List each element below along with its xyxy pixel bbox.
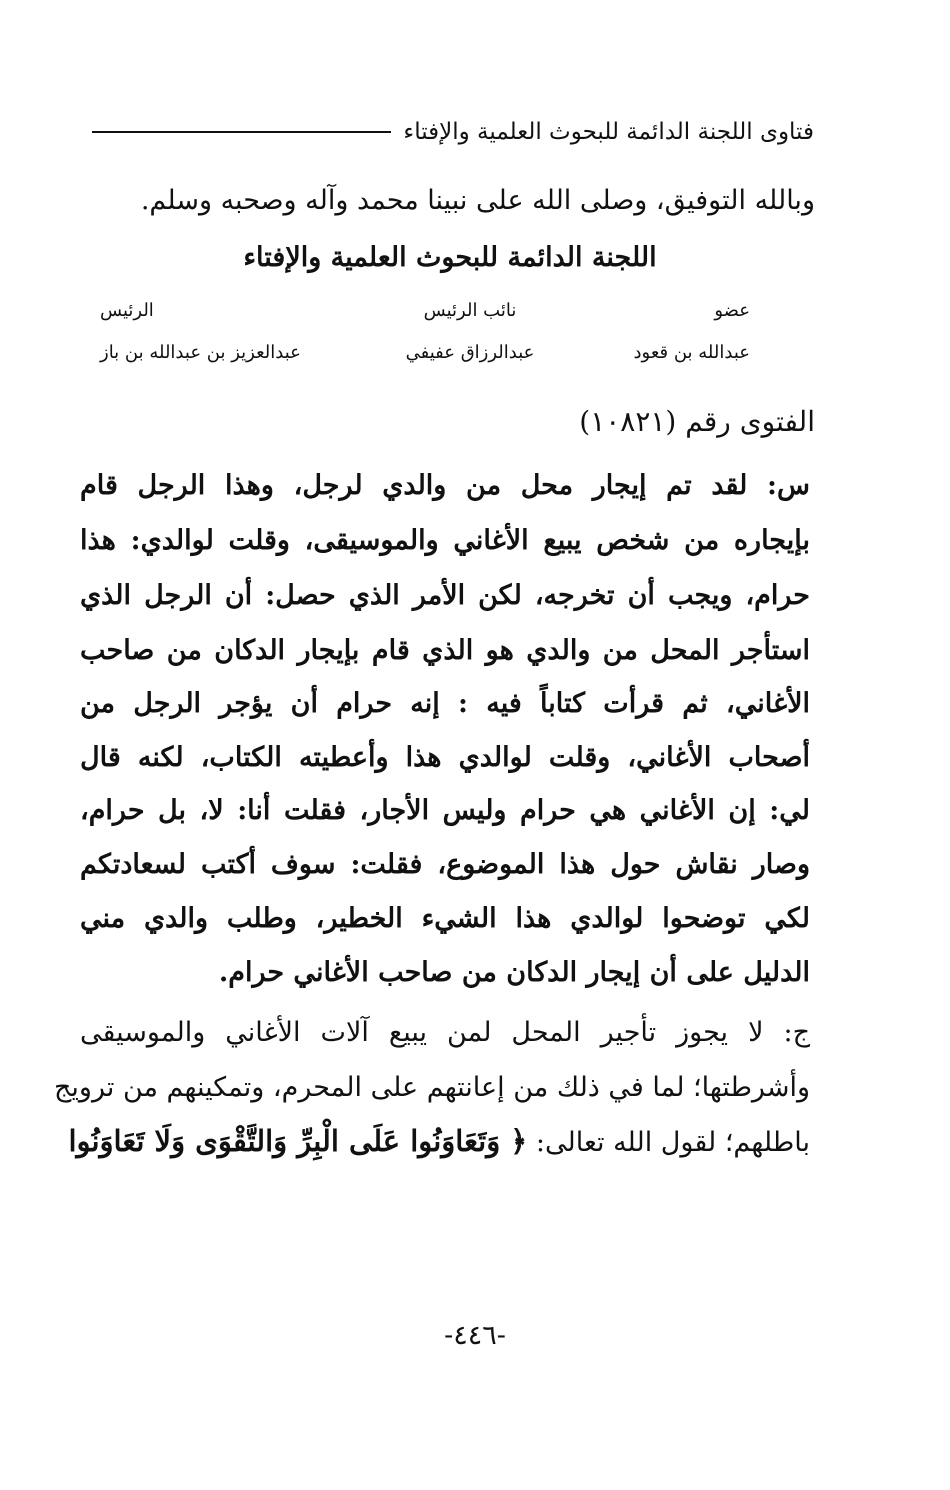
question-line: الأغاني، ثم قرأت كتاباً فيه : إنه حرام أن يؤجر الرجل من (80, 688, 810, 719)
page-number: -٤٤٦- (444, 1320, 506, 1351)
signatory-names (100, 342, 750, 363)
quran-verse: ﴿ وَتَعَاوَنُوا عَلَى الْبِرِّ وَالتَّقْوَى وَلَا تَعَاوَنُوا (68, 1124, 528, 1158)
question-line: وصار نقاش حول هذا الموضوع، فقلت: سوف أكتب لسعادتكم (80, 849, 810, 880)
signatory-name-chair: عبدالعزيز بن عبدالله بن باز (100, 342, 301, 363)
fatwa-number: الفتوى رقم (١٠٨٢١) (579, 405, 815, 438)
running-title: فتاوى اللجنة الدائمة للبحوث العلمية والإفتاء (403, 119, 814, 145)
question-line: استأجر المحل من والدي هو الذي قام بإيجار الدكان من صاحب (80, 635, 810, 666)
signatory-role-vice-chair: نائب الرئيس (423, 300, 517, 321)
question-line: الدليل على أن إيجار الدكان من صاحب الأغاني حرام. (218, 957, 810, 988)
answer-line: وأشرطتها؛ لما في ذلك من إعانتهم على المحرم، وتمكينهم من ترويج (53, 1072, 810, 1103)
signatory-role-member: عضو (714, 300, 750, 321)
header-rule (92, 131, 391, 133)
question-line: أصحاب الأغاني، وقلت لوالدي هذا وأعطيته الكتاب، لكنه قال (80, 742, 810, 773)
signatory-name-vice-chair: عبدالرزاق عفيفي (405, 342, 535, 363)
running-header (92, 110, 814, 154)
closing-line: وبالله التوفيق، وصلى الله على نبينا محمد وآله وصحبه وسلم. (140, 185, 815, 216)
signatory-role-chair: الرئيس (100, 300, 154, 321)
answer-line-verse (68, 1124, 810, 1158)
question-line: لكي توضحوا لوالدي هذا الشيء الخطير، وطلب والدي مني (80, 903, 810, 934)
question-line: س: لقد تم إيجار محل من والدي لرجل، وهذا الرجل قام (80, 470, 810, 501)
committee-heading: اللجنة الدائمة للبحوث العلمية والإفتاء (243, 242, 657, 273)
question-line: لي: إن الأغاني هي حرام وليس الأجار، فقلت أنا: لا، بل حرام، (80, 795, 810, 826)
answer-prefix: باطلهم؛ لقول الله تعالى: (527, 1127, 810, 1158)
question-line: بإيجاره من شخص يبيع الأغاني والموسيقى، وقلت لوالدي: هذا (80, 525, 810, 556)
signatory-name-member: عبدالله بن قعود (633, 342, 750, 363)
answer-line: ج: لا يجوز تأجير المحل لمن يبيع آلات الأغاني والموسيقى (80, 1017, 810, 1048)
signatory-roles (100, 300, 750, 321)
question-line: حرام، ويجب أن تخرجه، لكن الأمر الذي حصل: أن الرجل الذي (80, 580, 810, 611)
